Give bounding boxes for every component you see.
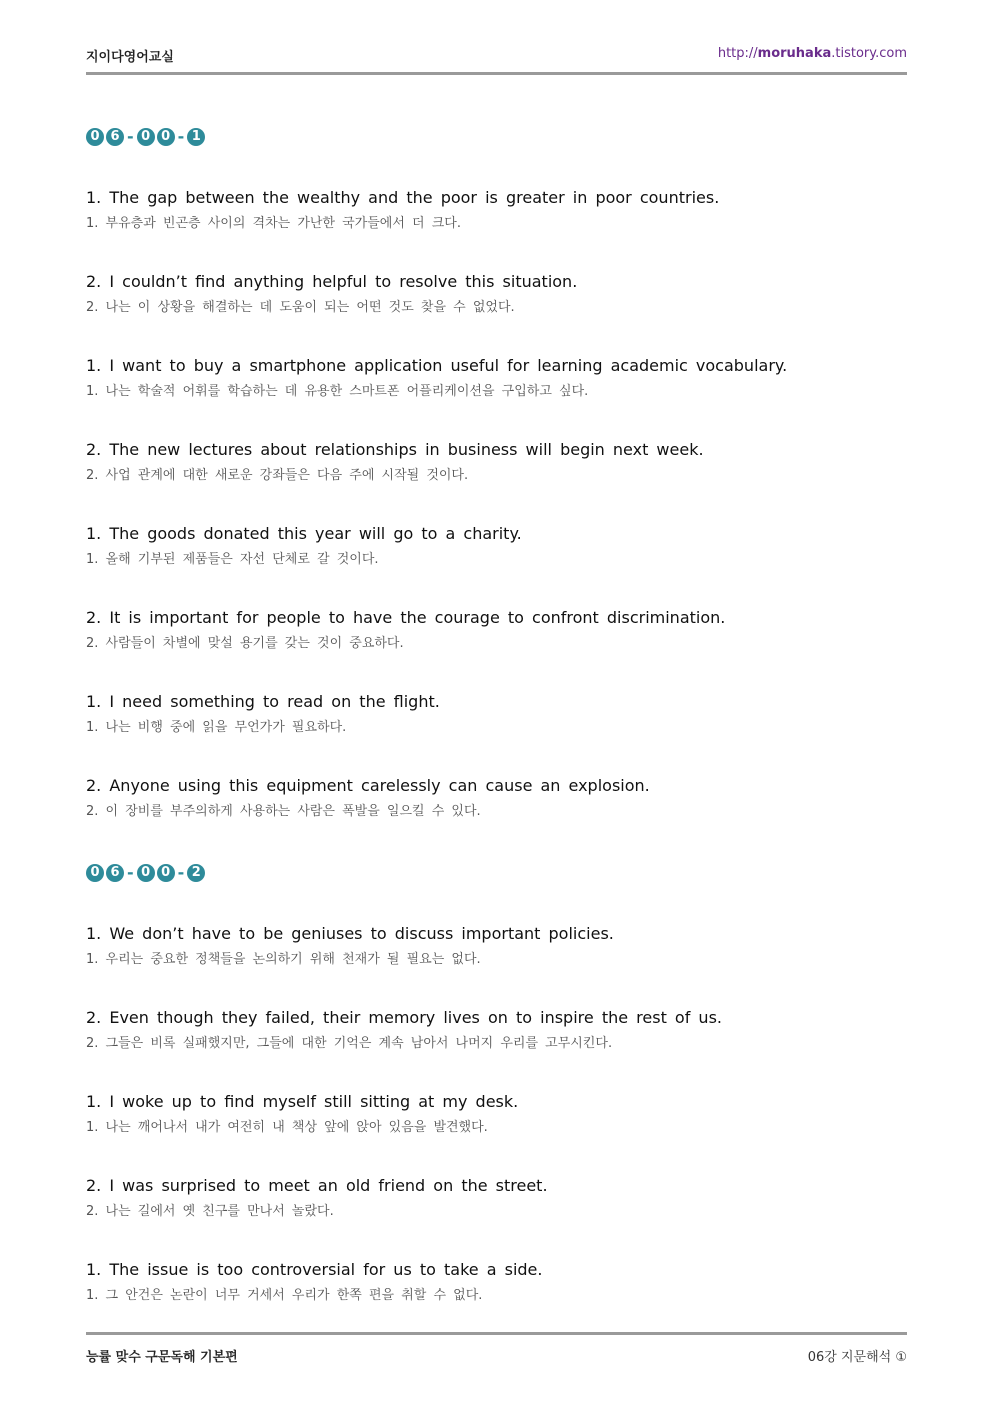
code-digit: 1 (187, 128, 205, 146)
english-sentence: 1. I want to buy a smartphone application useful for learning academic vocabulary. (86, 356, 788, 375)
section-title (86, 126, 907, 148)
code-digit: 0 (86, 128, 104, 146)
korean-translation: 1. 나는 깨어나서 내가 여전히 내 책상 앞에 앉아 있음을 발견했다. (86, 1120, 488, 1135)
page-header (86, 46, 907, 66)
english-sentence: 1. I woke up to find myself still sitting at my desk. (86, 1092, 519, 1111)
english-sentence: 2. Even though they failed, their memory lives on to inspire the rest of us. (86, 1008, 722, 1027)
site-url-link[interactable] (718, 46, 907, 61)
code-digit: 0 (86, 864, 104, 882)
korean-translation: 1. 그 안건은 논란이 너무 거세서 우리가 한쪽 편을 취할 수 없다. (86, 1288, 483, 1303)
code-digit: 0 (137, 864, 155, 882)
sentence-pair (86, 1259, 907, 1305)
sentence-pair (86, 187, 907, 233)
sentence-pair (86, 1007, 907, 1053)
code-digit: 0 (157, 128, 175, 146)
code-dash: - (177, 863, 185, 882)
section-06-00-1 (86, 126, 907, 148)
english-sentence: 2. The new lectures about relationships in business will begin next week. (86, 440, 704, 459)
english-sentence: 2. It is important for people to have the courage to confront discrimination. (86, 608, 726, 627)
code-dash: - (127, 127, 134, 146)
english-sentence: 1. The issue is too controversial for us to take a side. (86, 1260, 543, 1279)
korean-translation: 1. 우리는 중요한 정책들을 논의하기 위해 천재가 될 필요는 없다. (86, 952, 481, 967)
sentence-pair (86, 691, 907, 737)
code-digit: 0 (157, 864, 175, 882)
code-digit: 6 (106, 864, 124, 882)
page-footer (86, 1346, 907, 1366)
english-sentence: 1. The goods donated this year will go to a charity. (86, 524, 522, 543)
english-sentence: 1. I need something to read on the flight. (86, 692, 440, 711)
korean-translation: 1. 나는 비행 중에 읽을 무언가가 필요하다. (86, 720, 347, 735)
sentence-pair (86, 271, 907, 317)
sentence-pair (86, 439, 907, 485)
code-dash: - (177, 127, 185, 146)
chapter-label: 06강 지문해석 ① (807, 1350, 907, 1365)
english-sentence: 1. The gap between the wealthy and the poor is greater in poor countries. (86, 188, 720, 207)
sentence-pair (86, 523, 907, 569)
section-title (86, 862, 907, 884)
korean-translation: 1. 부유층과 빈곤층 사이의 격차는 가난한 국가들에서 더 크다. (86, 216, 461, 231)
footer-divider (86, 1332, 907, 1335)
book-title: 능률 맞수 구문독해 기본편 (86, 1350, 238, 1365)
english-sentence: 2. I was surprised to meet an old friend on the street. (86, 1176, 548, 1195)
sentence-pair (86, 1091, 907, 1137)
sentence-pair (86, 1175, 907, 1221)
korean-translation: 2. 이 장비를 부주의하게 사용하는 사람은 폭발을 일으킬 수 있다. (86, 804, 481, 819)
korean-translation: 2. 나는 이 상황을 해결하는 데 도움이 되는 어떤 것도 찾을 수 없었다. (86, 300, 515, 315)
url-name: moruhaka (757, 46, 832, 61)
sentence-pair (86, 923, 907, 969)
korean-translation: 2. 그들은 비록 실패했지만, 그들에 대한 기억은 계속 남아서 나머지 우리를 고무시킨다. (86, 1036, 613, 1051)
code-dash: - (127, 863, 134, 882)
english-sentence: 1. We don’t have to be geniuses to discuss important policies. (86, 924, 614, 943)
header-divider (86, 72, 907, 75)
code-digit: 2 (187, 864, 205, 882)
url-suffix: .tistory.com (831, 46, 907, 61)
english-sentence: 2. Anyone using this equipment carelessly can cause an explosion. (86, 776, 650, 795)
korean-translation: 1. 올해 기부된 제품들은 자선 단체로 갈 것이다. (86, 552, 379, 567)
code-digit: 0 (137, 128, 155, 146)
brand-name: 지이다영어교실 (86, 50, 174, 65)
korean-translation: 1. 나는 학술적 어휘를 학습하는 데 유용한 스마트폰 어플리케이션을 구입하고 싶다. (86, 384, 589, 399)
section-06-00-2 (86, 862, 907, 884)
code-digit: 6 (106, 128, 124, 146)
english-sentence: 2. I couldn’t find anything helpful to resolve this situation. (86, 272, 578, 291)
sentence-pair (86, 607, 907, 653)
sentence-pair (86, 775, 907, 821)
korean-translation: 2. 사업 관계에 대한 새로운 강좌들은 다음 주에 시작될 것이다. (86, 468, 469, 483)
sentence-pair (86, 355, 907, 401)
korean-translation: 2. 나는 길에서 옛 친구를 만나서 놀랐다. (86, 1204, 334, 1219)
url-prefix: http:// (717, 46, 758, 61)
korean-translation: 2. 사람들이 차별에 맞설 용기를 갖는 것이 중요하다. (86, 636, 404, 651)
